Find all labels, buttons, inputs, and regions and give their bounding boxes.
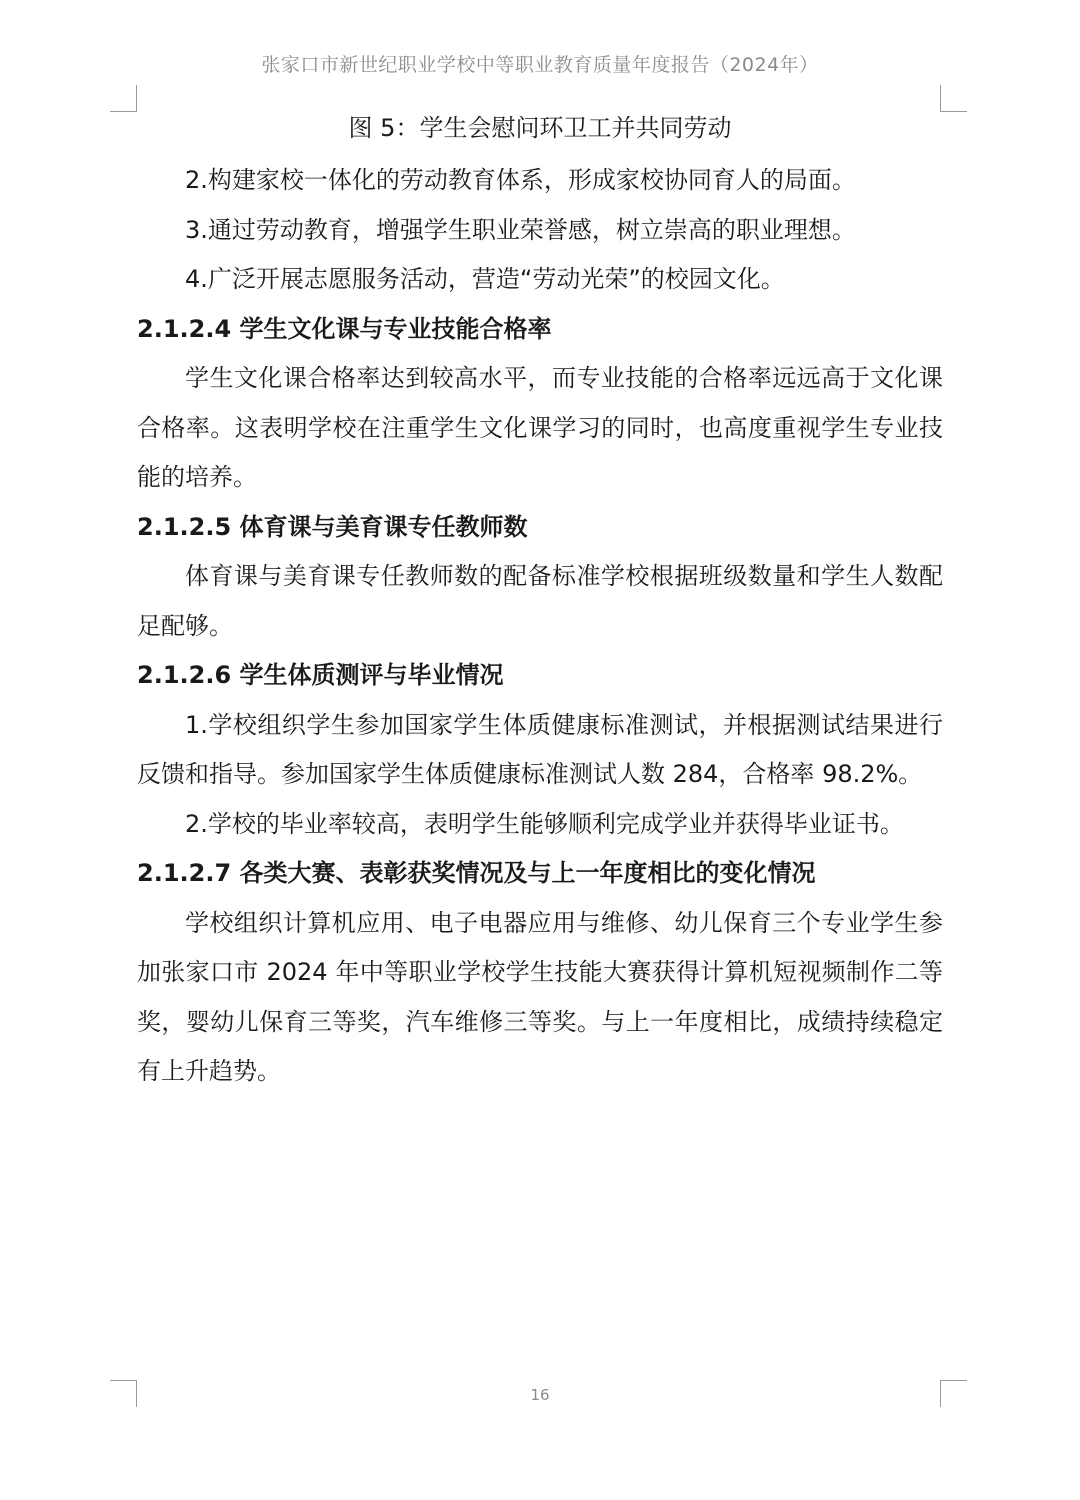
section-heading: 2.1.2.5 体育课与美育课专任教师数 — [137, 512, 528, 541]
page-body — [137, 106, 943, 1097]
crop-mark-top-right — [940, 85, 967, 112]
paragraph: 1.学校组织学生参加国家学生体质健康标准测试，并根据测试结果进行反馈和指导。参加国家学生体质健康标准测试人数 284，合格率 98.2%。 — [137, 710, 943, 788]
section-heading: 2.1.2.6 学生体质测评与毕业情况 — [137, 661, 504, 689]
paragraph: 体育课与美育课专任教师数的配备标准学校根据班级数量和学生人数配足配够。 — [137, 562, 943, 640]
crop-mark-top-left — [110, 85, 137, 112]
list-item: 2.构建家校一体化的劳动教育体系，形成家校协同育人的局面。 — [185, 166, 856, 194]
section-heading: 2.1.2.7 各类大赛、表彰获奖情况及与上一年度相比的变化情况 — [137, 859, 816, 887]
page-number: 16 — [530, 1386, 550, 1404]
paragraph: 2.学校的毕业率较高，表明学生能够顺利完成学业并获得毕业证书。 — [185, 809, 904, 838]
running-header: 张家口市新世纪职业学校中等职业教育质量年度报告（2024年） — [261, 54, 819, 76]
paragraph: 学校组织计算机应用、电子电器应用与维修、幼儿保育三个专业学生参加张家口市 2024 年中等职业学校学生技能大赛获得计算机短视频制作二等奖，婴幼儿保育三等奖，汽车维修三等奖。与上一年度相比，成绩持续稳定有上升趋势。 — [137, 908, 943, 1085]
figure-caption: 图 5：学生会慰问环卫工并共同劳动 — [348, 114, 732, 142]
list-item: 3.通过劳动教育，增强学生职业荣誉感，树立崇高的职业理想。 — [185, 215, 856, 244]
paragraph: 学生文化课合格率达到较高水平，而专业技能的合格率远远高于文化课合格率。这表明学校在注重学生文化课学习的同时，也高度重视学生专业技能的培养。 — [137, 364, 943, 491]
list-item: 4.广泛开展志愿服务活动，营造“劳动光荣”的校园文化。 — [185, 265, 785, 293]
section-heading: 2.1.2.4 学生文化课与专业技能合格率 — [137, 314, 552, 343]
